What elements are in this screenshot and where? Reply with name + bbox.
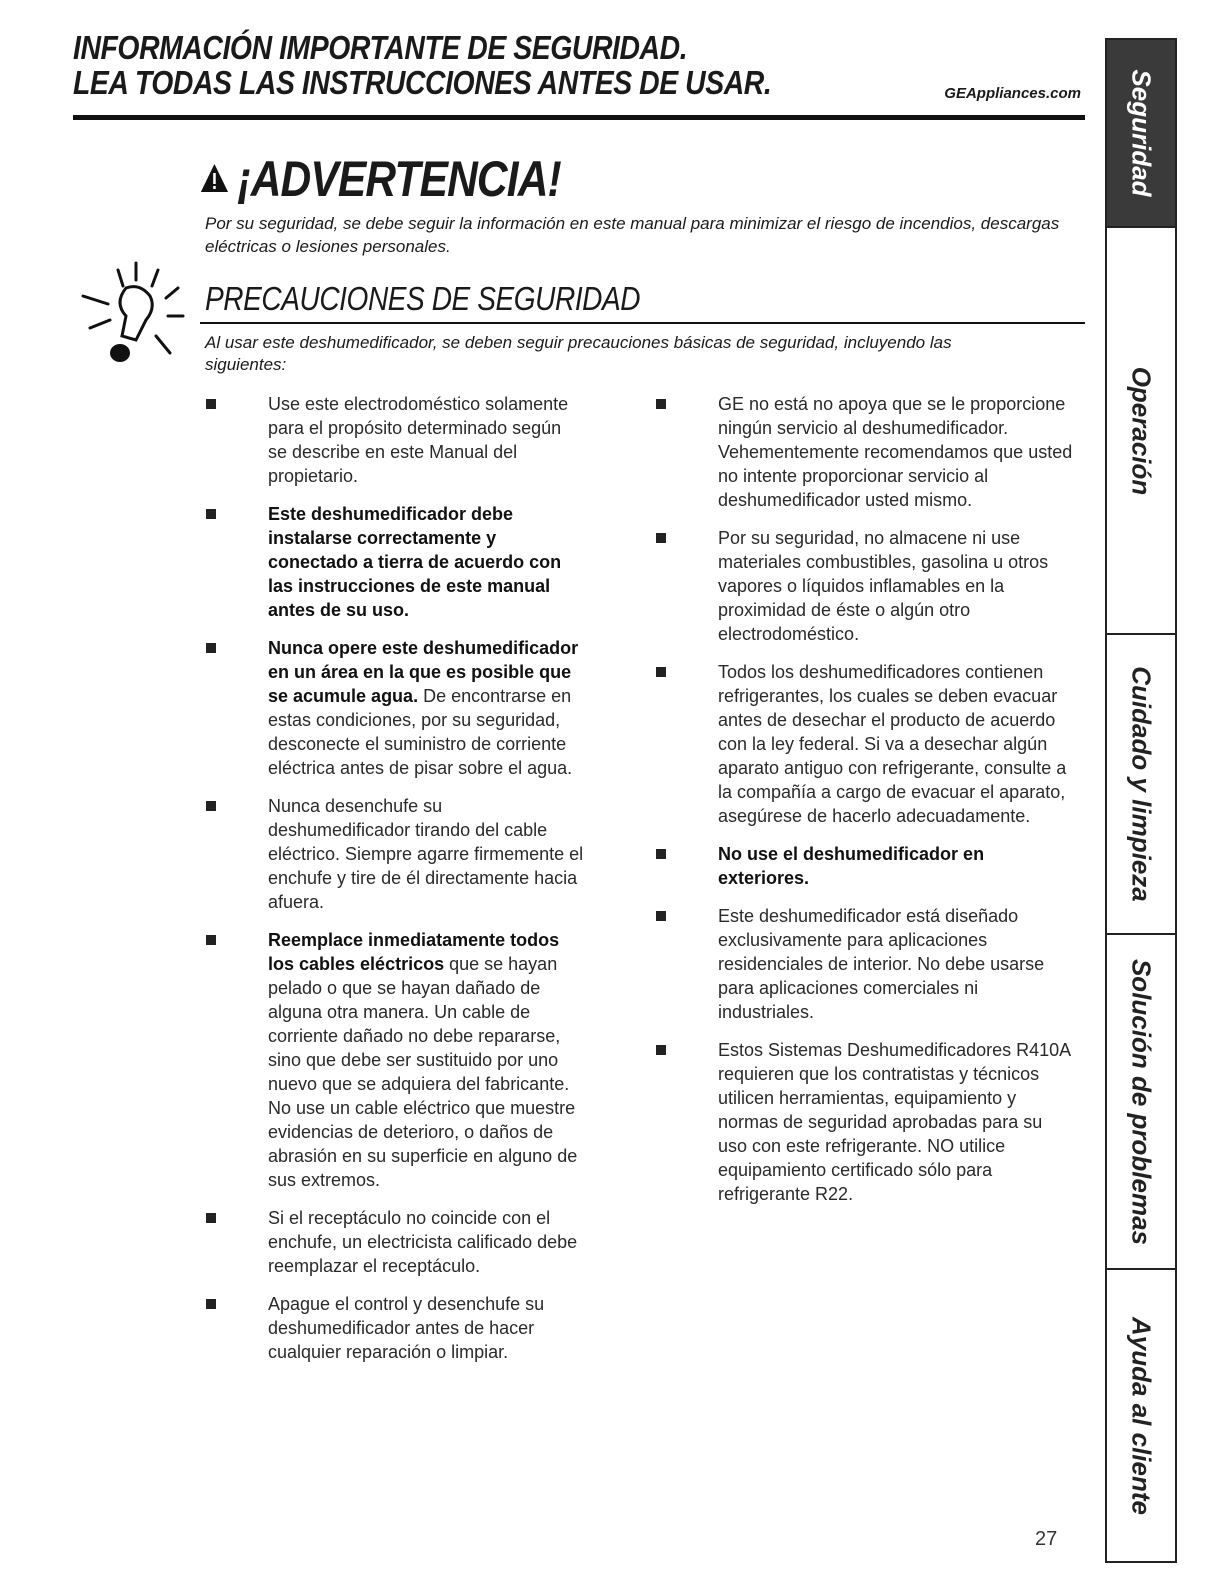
precaution-item [650,660,1075,828]
precaution-item [200,636,585,780]
precaution-item [650,842,1075,890]
precaution-item [200,1206,585,1278]
bullet-square-icon [656,399,666,409]
precaution-text: Si el receptáculo no coincide con el enchufe, un electricista calificado debe reemplazar el receptáculo. [268,1208,578,1276]
precaution-bold-text: No use el deshumedificador en exteriores. [718,844,985,888]
precautions-title: PRECAUCIONES DE SEGURIDAD [205,280,641,317]
precaution-item [200,928,585,1192]
precautions-divider [200,322,1085,324]
precaution-item [650,526,1075,646]
precautions-intro: Al usar este deshumedificador, se deben seguir precauciones básicas de seguridad, incluyendo las siguientes: [205,333,952,374]
precaution-text: De encontrarse en estas condiciones, por su seguridad, desconecte el suministro de corriente eléctrica antes de pisar sobre el agua. [268,686,573,778]
bullet-square-icon [206,1213,216,1223]
precaution-text: Por su seguridad, no almacene ni use materiales combustibles, gasolina u otros vapores o líquidos inflamables en la proximidad de éste o algún otro electrodoméstico. [718,528,1049,644]
precautions-left-column [200,392,585,1378]
lightbulb-icon [78,258,208,378]
tab-label: Operación [1126,366,1157,495]
warning-text: Por su seguridad, se debe seguir la información en este manual para minimizar el riesgo de incendios, descargas eléctricas o lesiones personales. [205,214,1060,256]
precaution-text: Estos Sistemas Deshumedificadores R410A requieren que los contratistas y técnicos utilicen herramientas, equipamiento y normas de seguridad aprobadas para su uso con este refrigerante. NO utilice equipamiento certificado sólo para refrigerante R22. [718,1040,1071,1204]
page-number: 27 [1035,1528,1058,1550]
bullet-square-icon [656,533,666,543]
warning-triangle-icon [200,163,229,202]
website-link[interactable]: GEAppliances.com [944,85,1081,102]
tab-label: Cuidado y limpieza [1126,666,1157,902]
precaution-item [200,794,585,914]
bullet-square-icon [206,643,216,653]
tab-cuidado-y-limpieza[interactable] [1107,635,1175,935]
tab-seguridad[interactable] [1107,40,1175,228]
precaution-text: Use este electrodoméstico solamente para el propósito determinado según se describe en este Manual del propietario. [268,394,569,486]
bullet-square-icon [656,911,666,921]
precaution-text: Todos los deshumedificadores contienen refrigerantes, los cuales se deben evacuar antes de desechar el producto de acuerdo con la ley federal. Si va a desechar algún aparato antiguo con refrigerante, consulte a la compañía a cargo de evacuar el aparato, asegúrese de hacerlo adecuadamente. [718,662,1067,826]
header-title-line-1: INFORMACIÓN IMPORTANTE DE SEGURIDAD. [73,29,688,66]
bullet-square-icon [206,935,216,945]
tab-solución-de-problemas[interactable] [1107,935,1175,1270]
tab-ayuda-al-cliente[interactable] [1107,1270,1175,1561]
precaution-item [200,502,585,622]
tab-operación[interactable] [1107,228,1175,635]
bullet-square-icon [206,801,216,811]
page-header [73,30,1093,100]
bullet-square-icon [206,1299,216,1309]
bullet-square-icon [206,399,216,409]
tab-label: Solución de problemas [1126,958,1157,1245]
section-tabs [1105,38,1177,1563]
precaution-bold-text: Nunca opere este deshumedificador en un área en la que es posible que se acumule agua. [268,638,579,706]
warning-title-text: ¡ADVERTENCIA! [237,151,561,207]
precautions-right-column [650,392,1075,1220]
precaution-bold-text: Reemplace inmediatamente todos los cables eléctricos [268,930,560,974]
precaution-text: que se hayan pelado o que se hayan dañado de alguna otra manera. Un cable de corriente dañado no debe repararse, sino que debe ser sustituido por uno nuevo que se adquiera del fabricante. No use un cable eléctrico que muestre evidencias de deterioro, o daños de abrasión en su superficie en alguno de sus extremos. [268,954,578,1190]
precaution-item [650,904,1075,1024]
bullet-square-icon [206,509,216,519]
bullet-square-icon [656,1045,666,1055]
header-divider [73,115,1085,120]
bullet-square-icon [656,667,666,677]
bullet-square-icon [656,849,666,859]
precaution-text: GE no está no apoya que se le proporcione ningún servicio al deshumedificador. Vehementemente recomendamos que usted no intente proporcionar servicio al deshumedificador usted mismo. [718,394,1073,510]
precaution-item [200,392,585,488]
header-title-line-2: LEA TODAS LAS INSTRUCCIONES ANTES DE USAR. [73,64,772,101]
precaution-item [650,1038,1075,1206]
tab-label: Seguridad [1126,69,1157,197]
warning-title [200,150,561,208]
precaution-bold-text: Este deshumedificador debe instalarse correctamente y conectado a tierra de acuerdo con las instrucciones de este manual antes de su uso. [268,504,562,620]
precaution-text: Apague el control y desenchufe su deshumedificador antes de hacer cualquier reparación o limpiar. [268,1294,545,1362]
precaution-item [650,392,1075,512]
precaution-item [200,1292,585,1364]
tab-label: Ayuda al cliente [1126,1316,1157,1515]
precaution-text: Nunca desenchufe su deshumedificador tirando del cable eléctrico. Siempre agarre firmemente el enchufe y tire de él directamente hacia afuera. [268,796,584,912]
precaution-text: Este deshumedificador está diseñado exclusivamente para aplicaciones residenciales de interior. No debe usarse para aplicaciones comerciales ni industriales. [718,906,1045,1022]
